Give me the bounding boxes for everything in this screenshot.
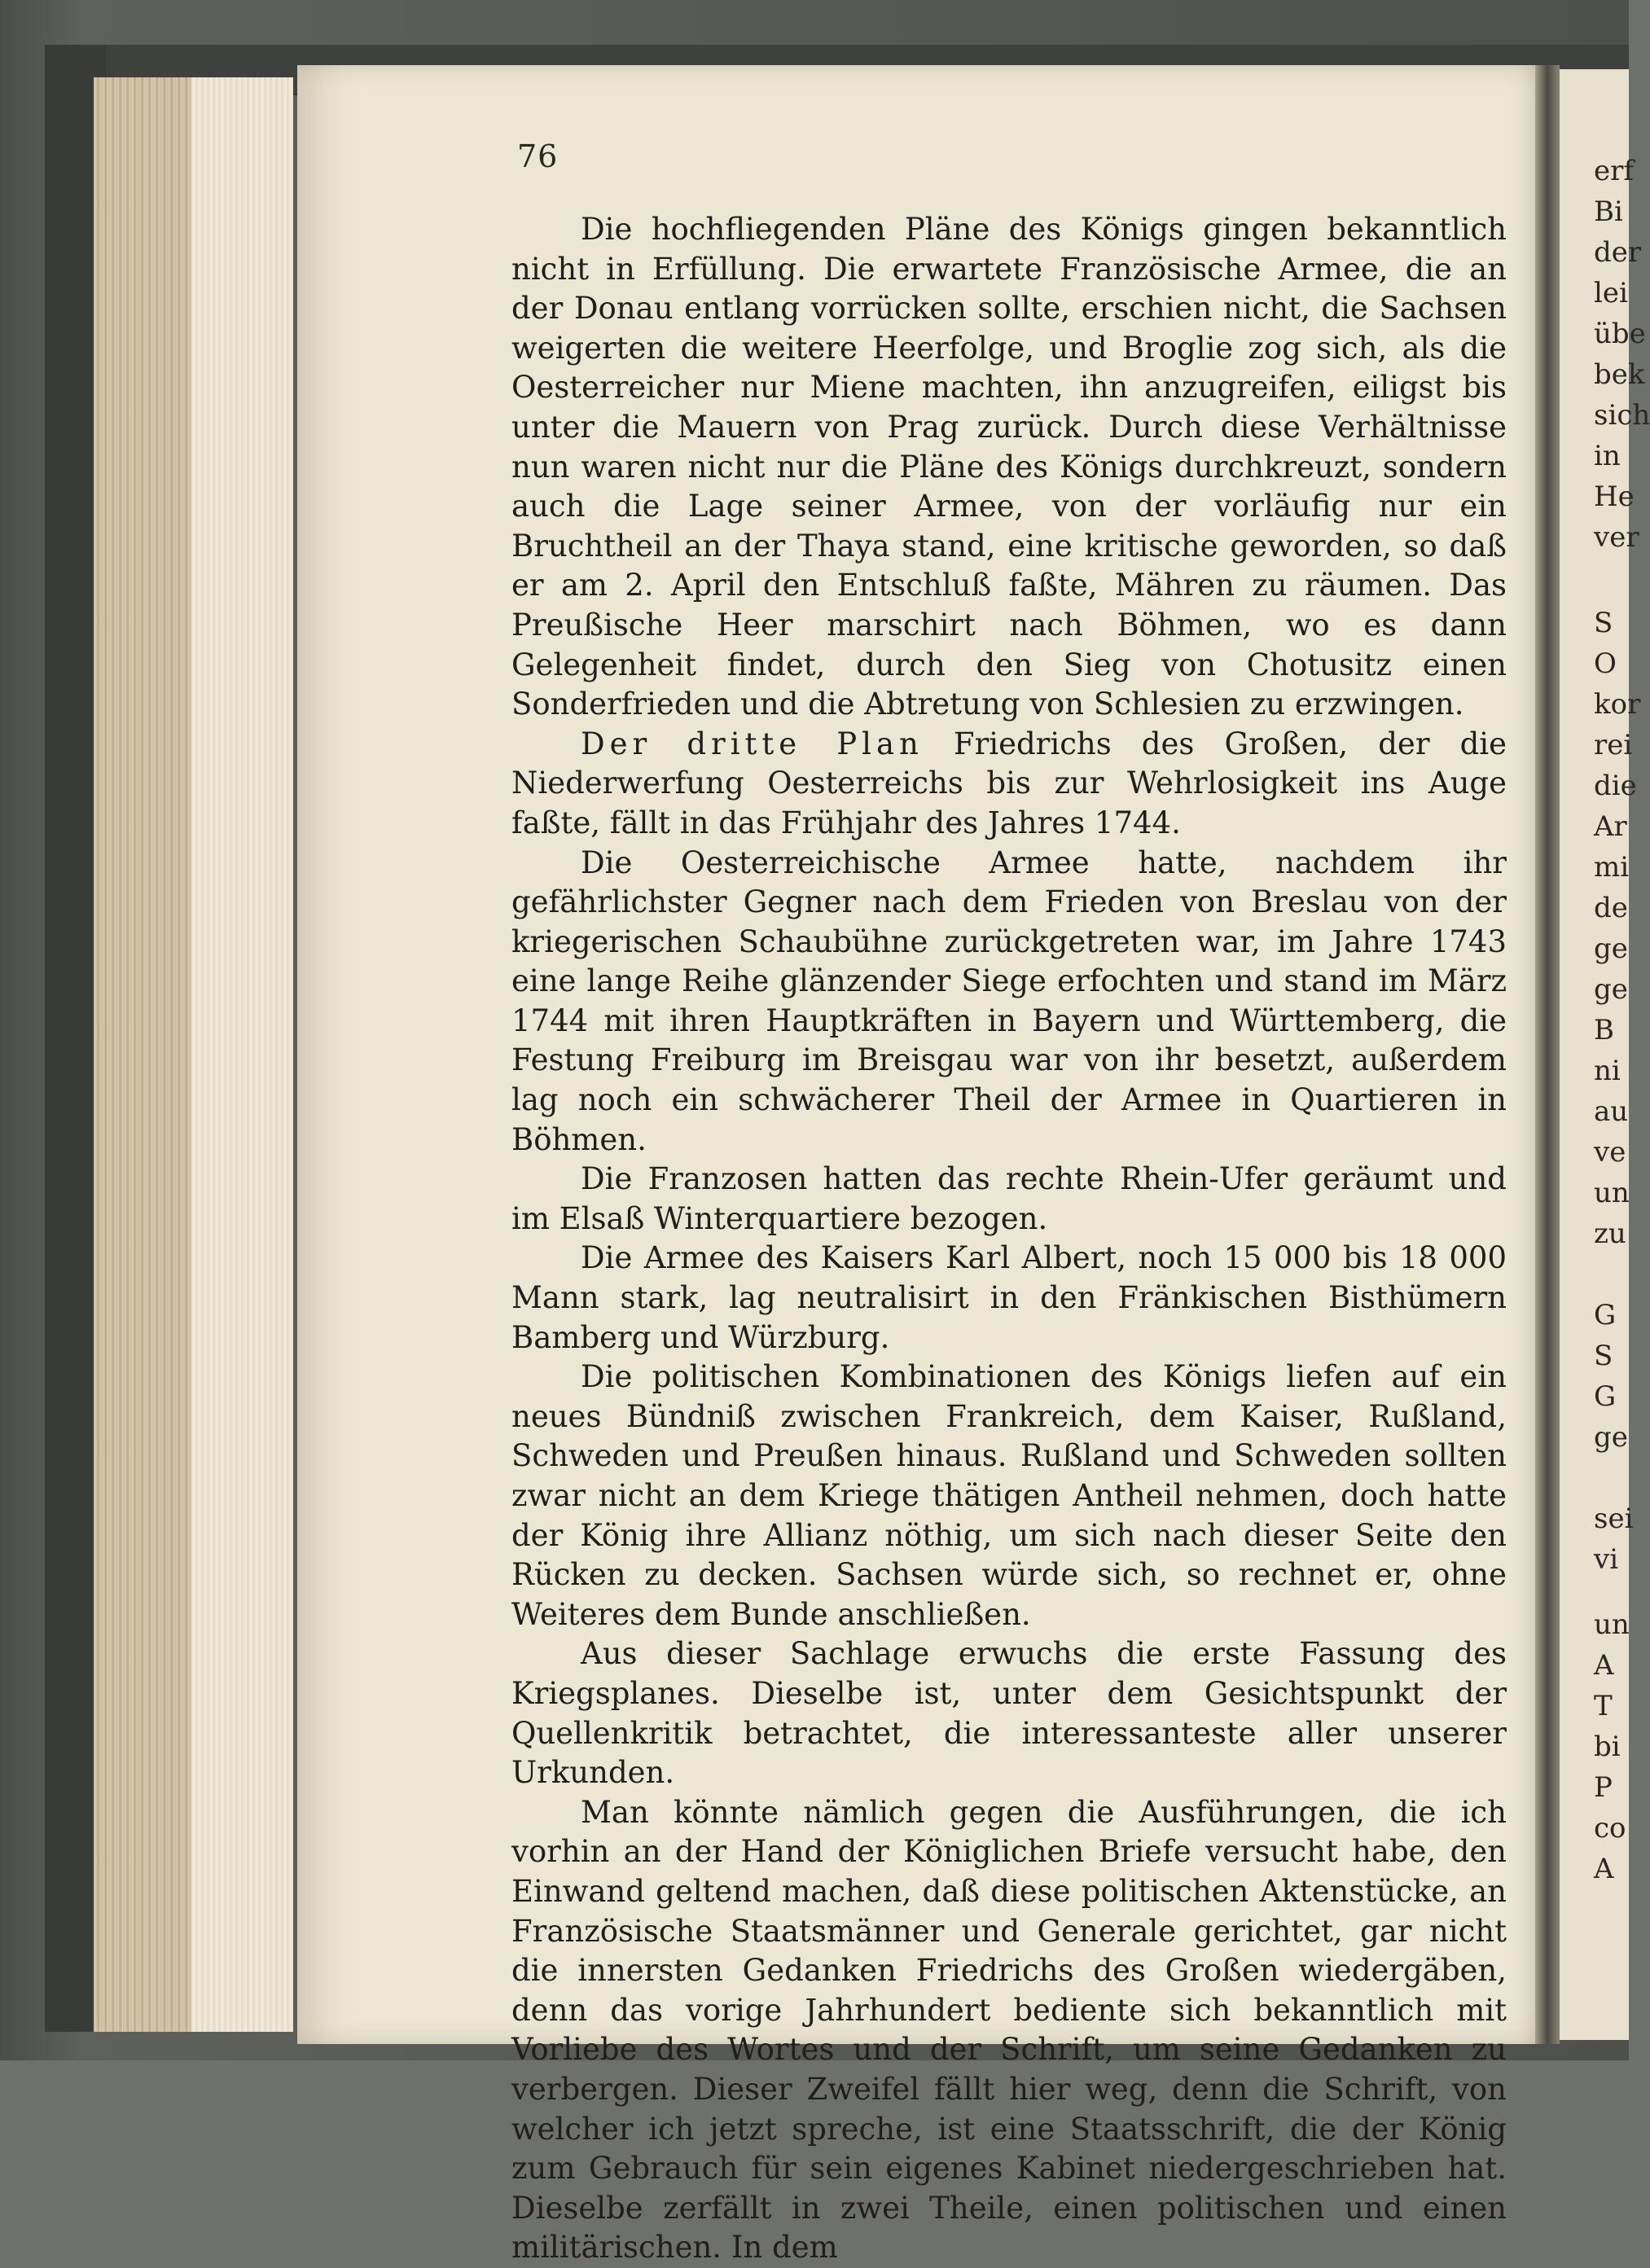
facing-page-word: un <box>1594 1608 1630 1641</box>
paragraph-2 <box>511 725 1507 844</box>
facing-page-word: Bi <box>1594 195 1623 228</box>
facing-page-word: bi <box>1594 1731 1621 1763</box>
facing-page-word: kor <box>1594 688 1641 721</box>
facing-page-word: O <box>1594 647 1617 680</box>
facing-page-word: Ar <box>1594 810 1627 843</box>
paragraph-5: Die Armee des Kaisers Karl Albert, noch 15 000 bis 18 000 Mann stark, lag neutralisirt in den Fränkischen Bisthümern Bamberg und Würzburg. <box>511 1240 1507 1355</box>
book-gutter <box>1535 65 1560 2044</box>
facing-page-word: S <box>1594 607 1613 639</box>
facing-page-word: zu <box>1594 1217 1626 1250</box>
facing-page-word: ge <box>1594 1421 1628 1454</box>
facing-page-word: A <box>1594 1853 1614 1885</box>
facing-page-word: in <box>1594 440 1621 472</box>
facing-page-word: ni <box>1594 1055 1621 1087</box>
paragraph-2-rest: Friedrichs des Großen, der die Niederwerfung Oesterreichs bis zur Wehrlosigkeit ins Auge faßte, fällt in das Frühjahr des Jahres 1744. <box>511 726 1507 840</box>
paragraph-1: Die hochfliegenden Pläne des Königs gingen bekanntlich nicht in Erfüllung. Die erwartete Französische Armee, die an der Donau entlang vorrücken sollte, erschien nicht, die Sachsen weigerten die weitere Heerfolge, und Broglie zog sich, als die Oesterreicher nur Miene machten, ihn anzugreifen, eiligst bis unter die Mauern von Prag zurück. Durch diese Verhältnisse nun waren nicht nur die Pläne des Königs durchkreuzt, sondern auch die Lage seiner Armee, von der vorläufig nur ein Bruchtheil an der Thaya stand, eine kritische geworden, so daß er am 2. April den Entschluß faßte, Mähren zu räumen. Das Preußische Heer marschirt nach Böhmen, wo es dann Gelegenheit findet, durch den Sieg von Chotusitz einen Sonderfrieden und die Abtretung von Schlesien zu erzwingen. <box>511 212 1507 722</box>
facing-page-word: vi <box>1594 1543 1619 1576</box>
facing-page-fragment <box>1560 69 1650 2040</box>
facing-page-word: der <box>1594 236 1642 269</box>
facing-page-word: He <box>1594 480 1635 513</box>
facing-page-word: au <box>1594 1095 1629 1128</box>
facing-page-word: A <box>1594 1649 1614 1682</box>
facing-page-word: P <box>1594 1771 1613 1804</box>
facing-page-word: sei <box>1594 1502 1634 1535</box>
facing-page-word: rei <box>1594 729 1633 761</box>
facing-page-word: G <box>1594 1380 1617 1413</box>
facing-page-word: G <box>1594 1299 1617 1331</box>
facing-page-word: ge <box>1594 973 1628 1006</box>
facing-page-word: S <box>1594 1340 1613 1372</box>
facing-page-word: übe <box>1594 318 1646 350</box>
facing-page-word: lei <box>1594 277 1628 309</box>
page-text <box>511 210 1507 2268</box>
paragraph-8: Man könnte nämlich gegen die Ausführungen, die ich vorhin an der Hand der Königlichen Briefe versucht habe, den Einwand geltend machen, daß diese politischen Aktenstücke, an Französische Staatsmänner und Generale gerichtet, gar nicht die innersten Gedanken Friedrichs des Großen wiedergäben, denn das vorige Jahrhundert bediente sich bekanntlich mit Vorliebe des Wortes und der Schrift, um seine Gedanken zu verbergen. Dieser Zweifel fällt hier weg, denn die Schrift, von welcher ich jetzt spreche, ist eine Staatsschrift, die der König zum Gebrauch für sein eigenes Kabinet niedergeschrieben hat. Dieselbe zerfällt in zwei Theile, einen politischen und einen militärischen. In dem <box>511 1794 1507 2266</box>
facing-page-word: bek <box>1594 358 1645 391</box>
facing-page-word: B <box>1594 1014 1614 1046</box>
page-edges-light <box>191 77 293 2032</box>
spaced-lead: Der dritte Plan <box>581 726 924 761</box>
facing-page-word: mi <box>1594 851 1630 884</box>
paragraph-4: Die Franzosen hatten das rechte Rhein-Ufer geräumt und im Elsaß Winterquartiere bezogen. <box>511 1161 1507 1236</box>
page-number: 76 <box>517 138 559 174</box>
paragraph-3: Die Oesterreichische Armee hatte, nachdem ihr gefährlichster Gegner nach dem Frieden von Breslau von der kriegerischen Schaubühne zurückgetreten war, im Jahre 1743 eine lange Reihe glänzender Siege erfochten und stand im März 1744 mit ihren Hauptkräften in Bayern und Württemberg, die Festung Freiburg im Breisgau war von ihr besetzt, außerdem lag noch ein schwächerer Theil der Armee in Quartieren in Böhmen. <box>511 844 1507 1157</box>
paragraph-7: Aus dieser Sachlage erwuchs die erste Fassung des Kriegsplanes. Dieselbe ist, unter dem Gesichtspunkt der Quellenkritik betrachtet, die interessanteste aller unserer Urkunden. <box>511 1636 1507 1791</box>
facing-page-word: co <box>1594 1812 1626 1845</box>
facing-page-word: de <box>1594 892 1628 924</box>
facing-page-word: un <box>1594 1177 1630 1209</box>
facing-page-word: die <box>1594 770 1637 802</box>
facing-page-word: sich <box>1594 399 1650 432</box>
facing-page-word: ver <box>1594 521 1639 554</box>
facing-page-word: ge <box>1594 932 1628 965</box>
paragraph-6: Die politischen Kombinationen des Königs liefen auf ein neues Bündniß zwischen Frankreich, dem Kaiser, Rußland, Schweden und Preußen hinaus. Rußland und Schweden sollten zwar nicht an dem Kriege thätigen Antheil nehmen, doch hatte der König ihre Allianz nöthig, um sich nach dieser Seite den Rücken zu decken. Sachsen würde sich, so rechnet er, ohne Weiteres dem Bunde anschließen. <box>511 1359 1507 1632</box>
facing-page-word: erf <box>1594 155 1634 187</box>
facing-page-word: ve <box>1594 1136 1626 1169</box>
facing-page-word: T <box>1594 1690 1613 1722</box>
